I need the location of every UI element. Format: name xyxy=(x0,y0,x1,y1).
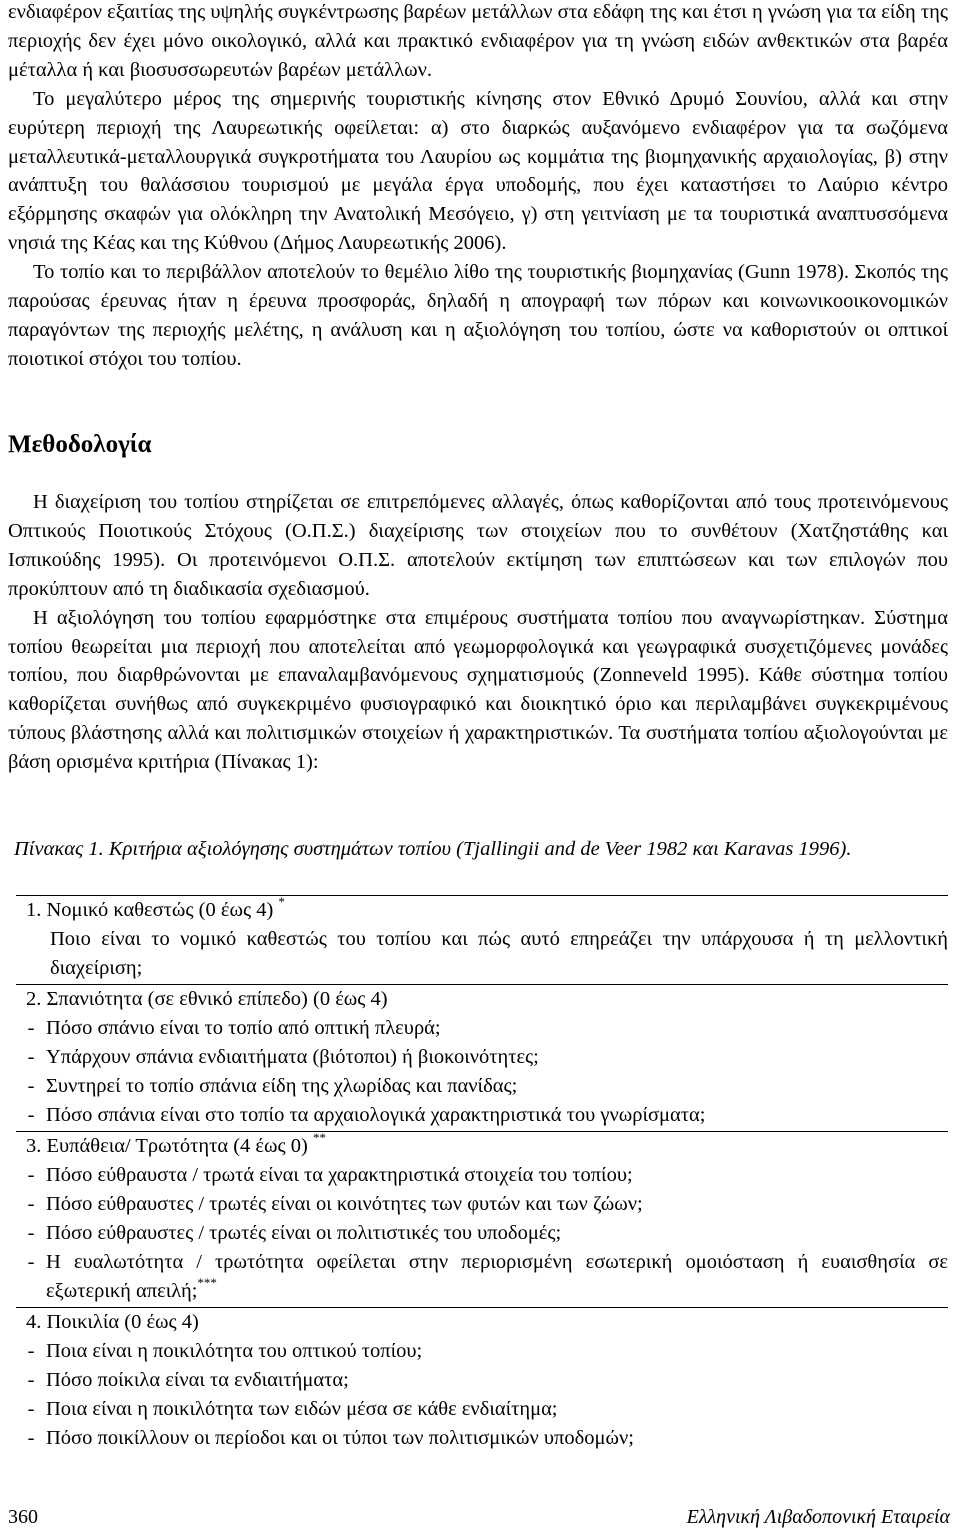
footnote-mark: * xyxy=(278,894,285,909)
page-number: 360 xyxy=(8,1506,38,1528)
footer-organization: Ελληνική Λιβαδοπονική Εταιρεία xyxy=(686,1506,950,1528)
intro-section xyxy=(8,0,948,374)
intro-paragraph-3: Το τοπίο και το περιβάλλον αποτελούν το θεμέλιο λίθο της τουριστικής βιομηχανίας (Gunn 1978). Σκοπός της παρούσας έρευνας ήταν η έρευνα προσφοράς, δηλαδή η απογραφή των πόρων και κοινωνικοοικονομικών παραγόντων της περιοχής μελέτης, η ανάλυση και η αξιολόγηση του τοπίου, ώστε να καθοριστούν οι οπτικοί ποιοτικοί στόχοι του τοπίου. xyxy=(8,261,948,370)
table-caption: Πίνακας 1. Κριτήρια αξιολόγησης συστημάτων τοπίου (Tjallingii and de Veer 1982 και Karavas 1996). xyxy=(14,838,852,860)
intro-paragraph-1: ενδιαφέρον εξαιτίας της υψηλής συγκέντρωσης βαρέων μετάλλων στα εδάφη της και έτσι η γνώση για τα είδη της περιοχής δεν έχει μόνο οικολογικό, αλλά και πρακτικό ενδιαφέρον για τη γνώση ειδών ανθεκτικών στα βαρέα μέταλλα ή και βιοσυσσωρευτών βαρέων μετάλλων. xyxy=(8,1,948,81)
footnote-mark: ** xyxy=(312,1130,326,1145)
section-heading-methodology: Μεθοδολογία xyxy=(8,431,152,458)
method-paragraph-2: Η αξιολόγηση του τοπίου εφαρμόστηκε στα επιμέρους συστήματα τοπίου που αναγνωρίστηκαν. Σύστημα τοπίου θεωρείται μια περιοχή που αποτελείται από γεωμορφολογικά και γεωγραφικά συσχετιζόμενες μονάδες τοπίου, που διαρθρώνονται με επαναλαμβανόμενους σχηματισμούς (Zonneveld 1995). Κάθε σύστημα τοπίου καθορίζεται συνήθως από συγκεκριμένο φυσιογραφικό και διοικητικό όριο και περιλαμβάνει συγκεκριμένους τύπους βλάστησης αλλά και πολιτισμικών στοιχείων ή χαρακτηριστικών. Τα συστήματα τοπίου αξιολογούνται με βάση ορισμένα κριτήρια (Πίνακας 1): xyxy=(8,606,948,774)
list-item: - Πόσο σπάνιο είναι το τοπίο από οπτική πλευρά; xyxy=(27,1017,441,1039)
criteria-table xyxy=(16,895,948,1454)
list-item: - Ποια είναι η ποικιλότητα των ειδών μέσα σε κάθε ενδιαίτημα; xyxy=(27,1398,558,1420)
footnote-mark: *** xyxy=(197,1275,217,1290)
list-item: - Πόσο εύθραυστα / τρωτά είναι τα χαρακτηριστικά στοιχεία του τοπίου; xyxy=(27,1164,633,1186)
list-item: - Πόσο ποίκιλα είναι τα ενδιαιτήματα; xyxy=(27,1369,349,1391)
methodology-section xyxy=(8,488,948,777)
section-title: 1. Νομικό καθεστώς (0 έως 4) * xyxy=(26,894,285,921)
list-item: - Ποια είναι η ποικιλότητα του οπτικού τοπίου; xyxy=(27,1340,423,1362)
list-item: - Πόσο σπάνια είναι στο τοπίο τα αρχαιολογικά χαρακτηριστικά του γνωρίσματα; xyxy=(27,1104,706,1126)
list-item: - Συντηρεί το τοπίο σπάνια είδη της χλωρίδας και πανίδας; xyxy=(27,1075,518,1097)
section-title: 3. Ευπάθεια/ Τρωτότητα (4 έως 0) ** xyxy=(26,1130,326,1157)
list-item: - Πόσο εύθραυστες / τρωτές είναι οι πολιτιστικές του υποδομές; xyxy=(27,1222,562,1244)
list-item: - Η ευαλωτότητα / τρωτότητα οφείλεται στην περιορισμένη εσωτερική ομοιόσταση ή ευαισθησία σε εξωτερική απειλή;*** xyxy=(27,1251,948,1302)
criteria-section-legal xyxy=(16,896,948,985)
section-title: 2. Σπανιότητα (σε εθνικό επίπεδο) (0 έως 4) xyxy=(26,988,388,1010)
list-item: - Υπάρχουν σπάνια ενδιαιτήματα (βιότοποι) ή βιοκοινότητες; xyxy=(27,1046,539,1068)
criteria-section-rarity xyxy=(16,985,948,1132)
method-paragraph-1: Η διαχείριση του τοπίου στηρίζεται σε επιτρεπόμενες αλλαγές, όπως καθορίζονται από τους προτεινόμενους Οπτικούς Ποιοτικούς Στόχους (Ο.Π.Σ.) διαχείρισης των στοιχείων που το συνθέτουν (Χατζηστάθης και Ισπικούδης 1995). Οι προτεινόμενοι Ο.Π.Σ. αποτελούν εκτίμηση των επιπτώσεων και των επιλογών που προκύπτουν από τη διαδικασία σχεδιασμού. xyxy=(8,491,948,600)
criteria-section-variety xyxy=(16,1308,948,1454)
section-title: 4. Ποικιλία (0 έως 4) xyxy=(26,1311,199,1333)
list-item: - Πόσο εύθραυστες / τρωτές είναι οι κοινότητες των φυτών και των ζώων; xyxy=(27,1193,643,1215)
criteria-section-vulnerability xyxy=(16,1132,948,1308)
list-item: - Πόσο ποικίλλουν οι περίοδοι και οι τύποι των πολιτισμικών υποδομών; xyxy=(27,1427,634,1449)
criteria-question: Ποιο είναι το νομικό καθεστώς του τοπίου και πώς αυτό επηρεάζει την υπάρχουσα ή τη μελλοντική διαχείριση; xyxy=(50,928,948,979)
intro-paragraph-2: Το μεγαλύτερο μέρος της σημερινής τουριστικής κίνησης στον Εθνικό Δρυμό Σουνίου, αλλά και στην ευρύτερη περιοχή της Λαυρεωτικής οφείλεται: α) στο διαρκώς αυξανόμενο ενδιαφέρον για τα σωζόμενα μεταλλευτικά-μεταλλουργικά συγκροτήματα του Λαυρίου ως κομμάτια της βιομηχανικής αρχαιολογίας, β) στην ανάπτυξη του θαλάσσιου τουρισμού με μεγάλα έργα υποδομής, που έχει καταστήσει το Λαύριο κέντρο εξόρμησης σκαφών για ολόκληρη την Ανατολική Μεσόγειο, γ) στη γειτνίαση με τα τουριστικά αναπτυσσόμενα νησιά της Κέας και της Κύθνου (Δήμος Λαυρεωτικής 2006). xyxy=(8,87,948,255)
